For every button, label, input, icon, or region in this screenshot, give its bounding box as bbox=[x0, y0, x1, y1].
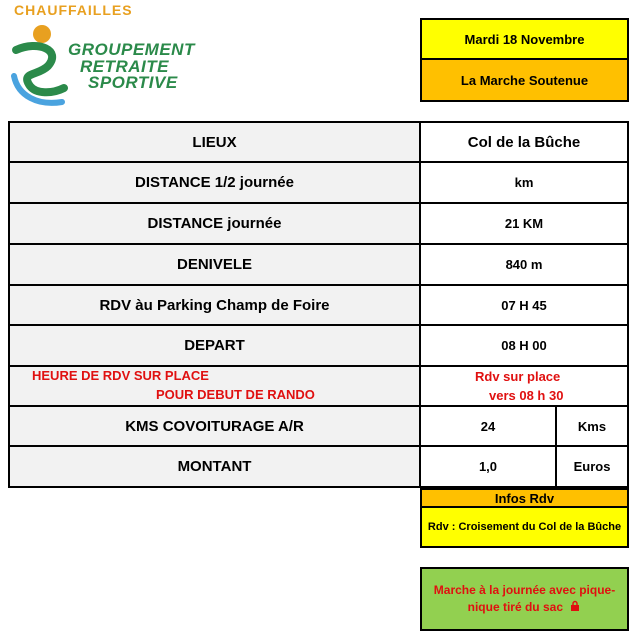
label-distance-day: DISTANCE journée bbox=[10, 204, 421, 243]
runner-logo-icon bbox=[8, 22, 70, 108]
lunch-note-line-2: nique tiré du sac bbox=[468, 599, 582, 616]
value-rdv: 07 H 45 bbox=[501, 297, 547, 313]
value-lieux: Col de la Bûche bbox=[467, 133, 581, 151]
row-denivele bbox=[8, 245, 629, 286]
lunch-bag-icon bbox=[569, 600, 581, 612]
label-montant: MONTANT bbox=[10, 447, 421, 486]
label-depart: DEPART bbox=[10, 326, 421, 365]
label-lieux: LIEUX bbox=[10, 123, 421, 161]
heure-rdv-line-1: HEURE DE RDV SUR PLACE bbox=[32, 368, 209, 383]
logo-city-name: CHAUFFAILLES bbox=[14, 2, 133, 18]
heure-rdv-value-2: vers 08 h 30 bbox=[489, 388, 564, 403]
row-covoiturage bbox=[8, 407, 629, 447]
row-montant bbox=[8, 447, 629, 488]
value-depart: 08 H 00 bbox=[501, 338, 547, 353]
lunch-note-line-1: Marche à la journée avec pique- bbox=[433, 583, 616, 597]
row-depart bbox=[8, 326, 629, 367]
unit-montant: Euros bbox=[573, 459, 611, 474]
logo-line-1: GROUPEMENT bbox=[68, 40, 195, 59]
unit-covoiturage: Kms bbox=[577, 418, 607, 434]
date-box: Mardi 18 Novembre bbox=[420, 18, 629, 60]
label-distance-half: DISTANCE 1/2 journée bbox=[10, 163, 421, 202]
row-rdv bbox=[8, 286, 629, 326]
value-distance-day: 21 KM bbox=[504, 216, 544, 231]
logo-line-2: RETRAITE bbox=[80, 57, 169, 76]
row-lieux bbox=[8, 121, 629, 163]
label-covoiturage: KMS COVOITURAGE A/R bbox=[10, 407, 421, 445]
heure-rdv-value-1: Rdv sur place bbox=[475, 369, 561, 384]
heure-rdv-line-2: POUR DEBUT DE RANDO bbox=[156, 387, 315, 402]
label-heure-rdv bbox=[10, 367, 421, 405]
info-title: Infos Rdv bbox=[420, 488, 629, 508]
logo-line-3: SPORTIVE bbox=[88, 73, 178, 92]
row-distance-day bbox=[8, 204, 629, 245]
row-distance-half bbox=[8, 163, 629, 204]
activity-box: La Marche Soutenue bbox=[420, 60, 629, 102]
value-denivele: 840 m bbox=[505, 257, 543, 272]
label-denivele: DENIVELE bbox=[10, 245, 421, 284]
info-text: Rdv : Croisement du Col de la Bûche bbox=[420, 508, 629, 548]
value-covoiturage: 24 bbox=[421, 407, 557, 445]
lunch-note-box bbox=[420, 567, 629, 631]
value-montant: 1,0 bbox=[421, 447, 557, 486]
row-heure-rdv bbox=[8, 367, 629, 407]
value-distance-half: km bbox=[514, 175, 534, 190]
label-rdv: RDV àu Parking Champ de Foire bbox=[10, 286, 421, 324]
value-heure-rdv bbox=[421, 367, 627, 405]
